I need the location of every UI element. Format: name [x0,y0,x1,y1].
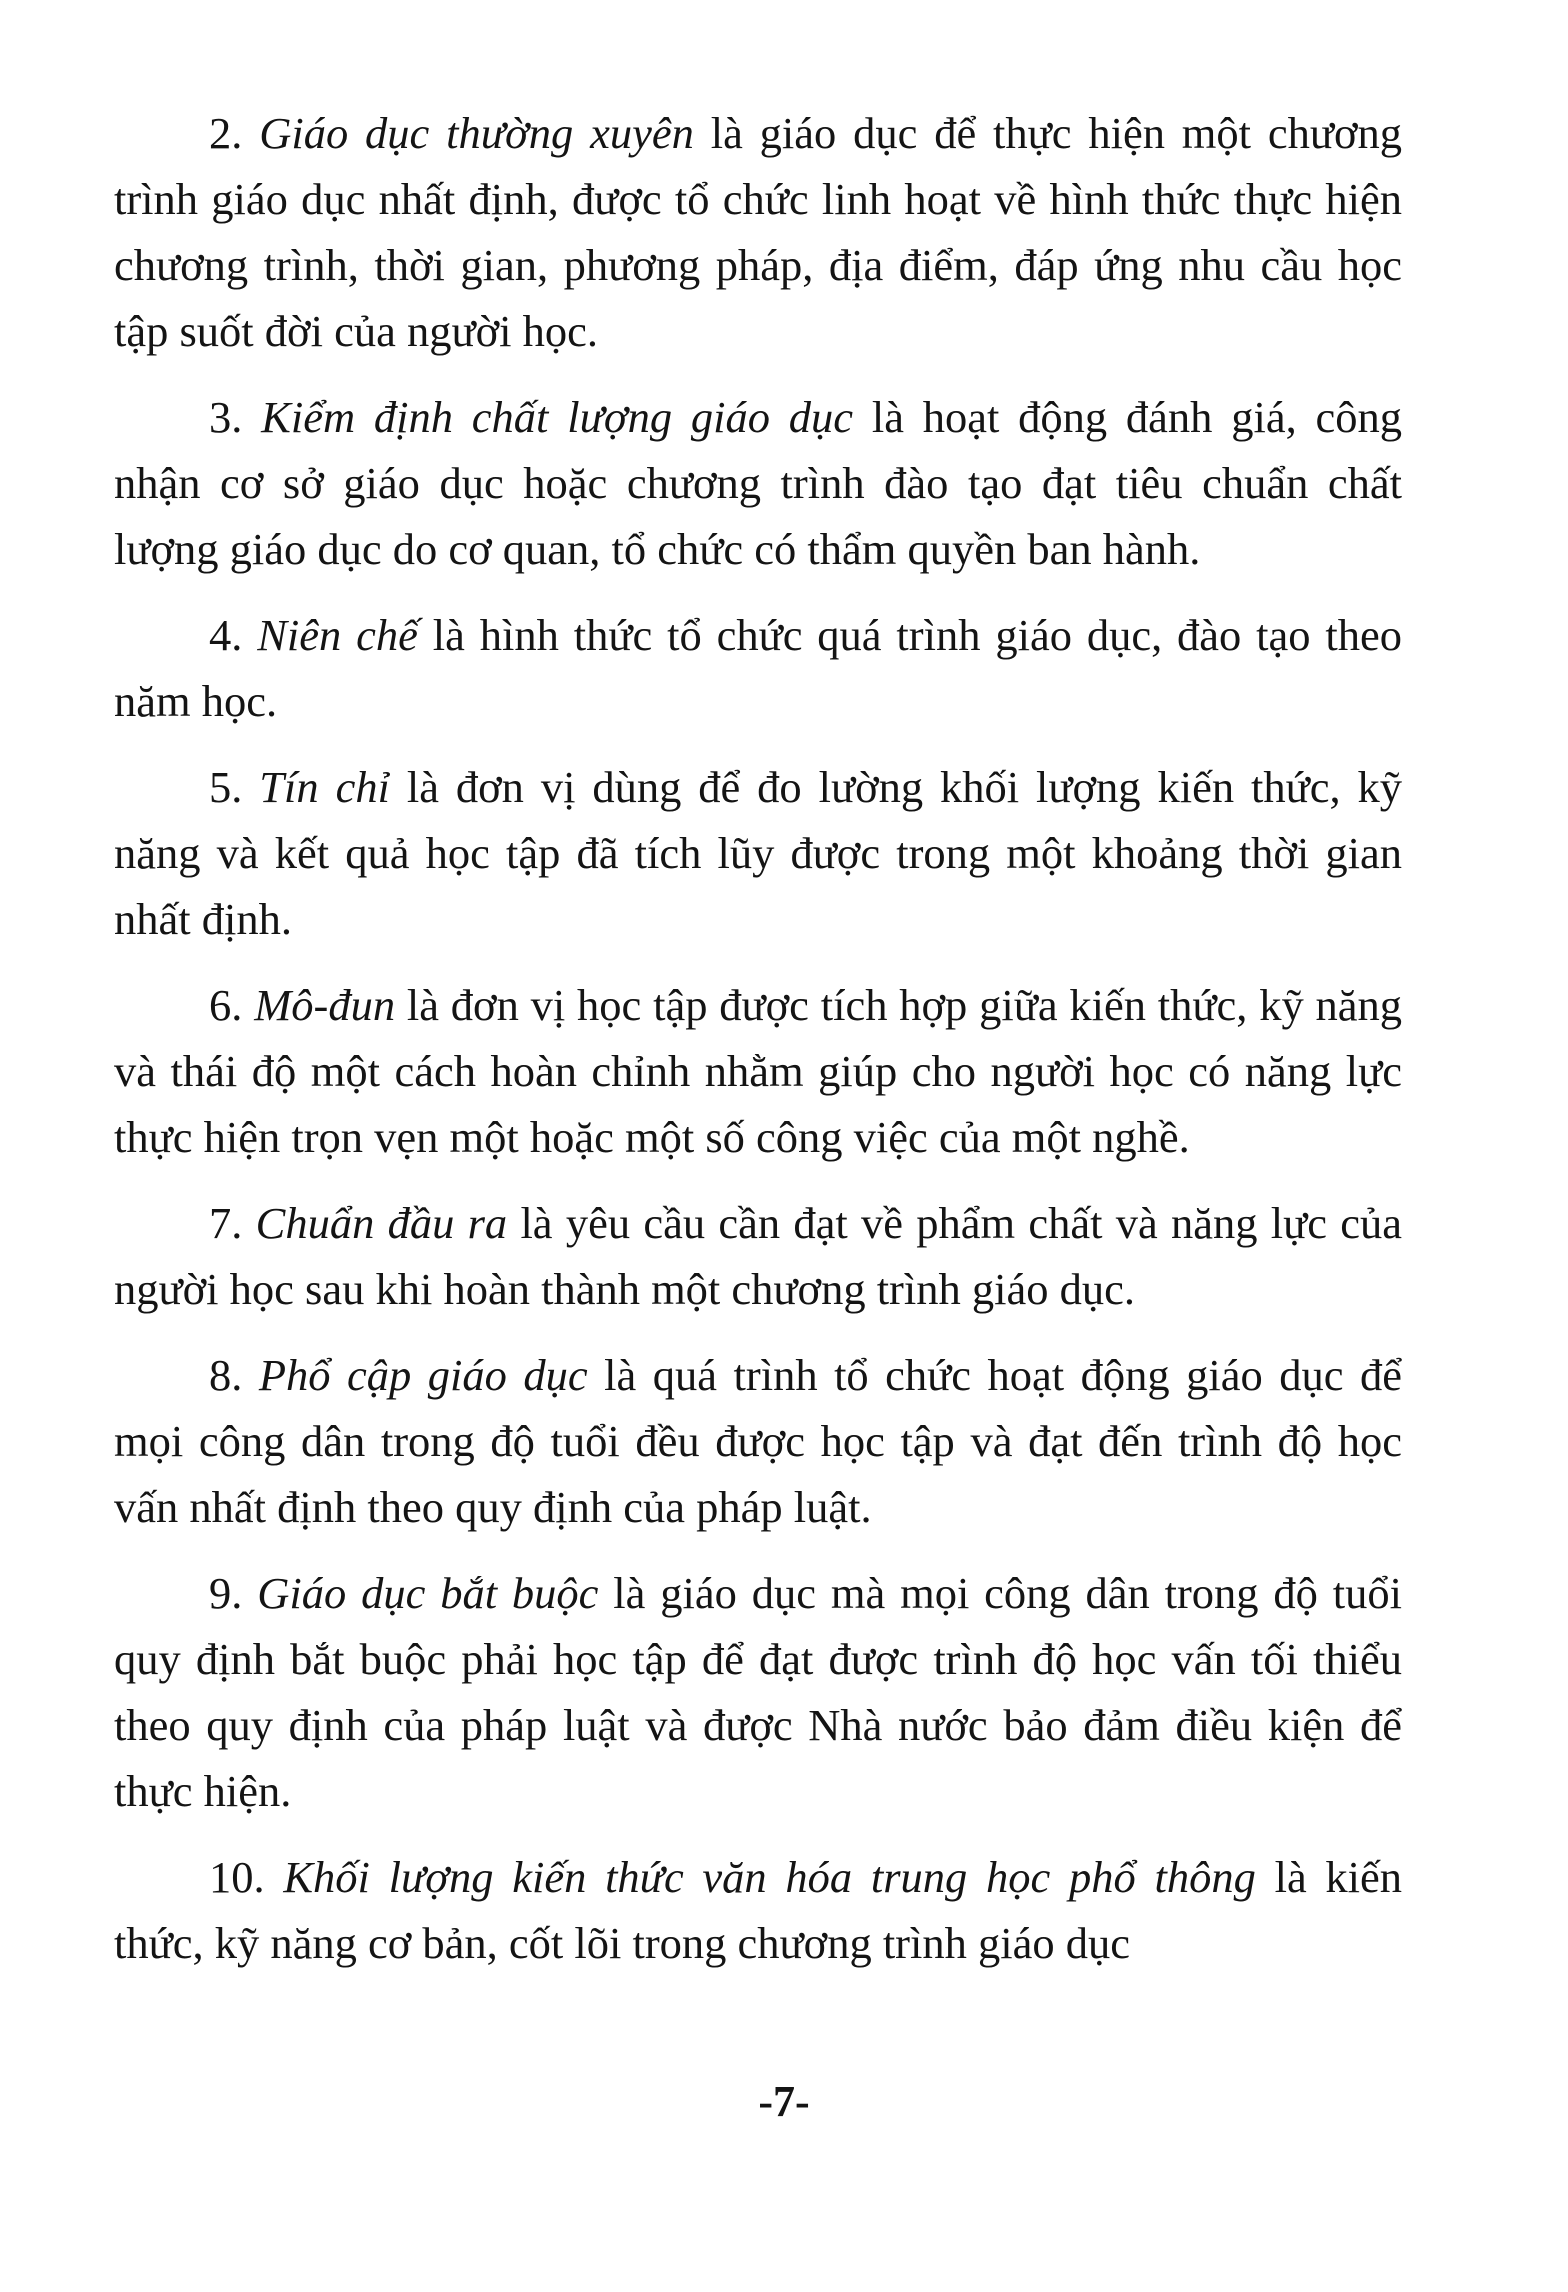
definition-text: là giáo dục mà mọi công dân trong độ tuổi quy định bắt buộc phải học tập để đạt được trình độ học vấn tối thiểu theo quy định của pháp luật và được Nhà nước bảo đảm điều kiện để thực hiện. [114,1568,1403,1816]
defined-term: Phổ cập giáo dục [258,1350,588,1400]
definition-paragraph [114,602,1402,734]
definition-paragraph [114,1560,1402,1824]
definition-text: là hoạt động đánh giá, công nhận cơ sở giáo dục hoặc chương trình đào tạo đạt tiêu chuẩn chất lượng giáo dục do cơ quan, tổ chức có thẩm quyền ban hành. [114,392,1402,574]
defined-term: Chuẩn đầu ra [255,1198,508,1248]
definition-number: 6. [209,980,243,1030]
definition-number: 8. [209,1350,243,1400]
defined-term: Kiểm định chất lượng giáo dục [261,392,854,442]
page-number: -7- [758,2077,810,2126]
defined-term: Niên chế [257,610,418,660]
definition-text: là giáo dục để thực hiện một chương trình giáo dục nhất định, được tổ chức linh hoạt về hình thức thực hiện chương trình, thời gian, phương pháp, địa điểm, đáp ứng nhu cầu học tập suốt đời của người học. [114,108,1403,356]
definition-number: 7. [209,1198,243,1248]
definition-paragraph [114,754,1402,952]
definition-number: 3. [209,392,243,442]
definition-paragraph [114,1190,1402,1322]
definition-text: là quá trình tổ chức hoạt động giáo dục để mọi công dân trong độ tuổi đều được học tập và đạt đến trình độ học vấn nhất định theo quy định của pháp luật. [114,1350,1403,1532]
definition-number: 4. [209,610,243,660]
defined-term: Giáo dục bắt buộc [257,1568,599,1618]
definition-paragraph [114,972,1402,1170]
definition-text: là đơn vị dùng để đo lường khối lượng kiến thức, kỹ năng và kết quả học tập đã tích lũy được trong một khoảng thời gian nhất định. [114,762,1403,944]
defined-term: Giáo dục thường xuyên [259,108,694,158]
definition-text: là đơn vị học tập được tích hợp giữa kiến thức, kỹ năng và thái độ một cách hoàn chỉnh nhằm giúp cho người học có năng lực thực hiện trọn vẹn một hoặc một số công việc của một nghề. [114,980,1403,1162]
defined-term: Khối lượng kiến thức văn hóa trung học phổ thông [283,1852,1256,1902]
definition-paragraph [114,1342,1402,1540]
article-body [114,100,1402,1996]
definition-number: 9. [209,1568,243,1618]
definition-number: 10. [209,1852,265,1902]
definition-paragraph [114,384,1402,582]
definition-number: 5. [209,762,243,812]
definition-paragraph [114,1844,1402,1976]
definition-text: là hình thức tổ chức quá trình giáo dục, đào tạo theo năm học. [114,610,1403,726]
definition-number: 2. [209,108,243,158]
definition-text: là yêu cầu cần đạt về phẩm chất và năng lực của người học sau khi hoàn thành một chương trình giáo dục. [114,1198,1403,1314]
defined-term: Mô-đun [254,980,396,1030]
definition-text: là kiến thức, kỹ năng cơ bản, cốt lõi trong chương trình giáo dục [114,1852,1403,1968]
definition-paragraph [114,100,1402,364]
defined-term: Tín chỉ [259,762,390,812]
